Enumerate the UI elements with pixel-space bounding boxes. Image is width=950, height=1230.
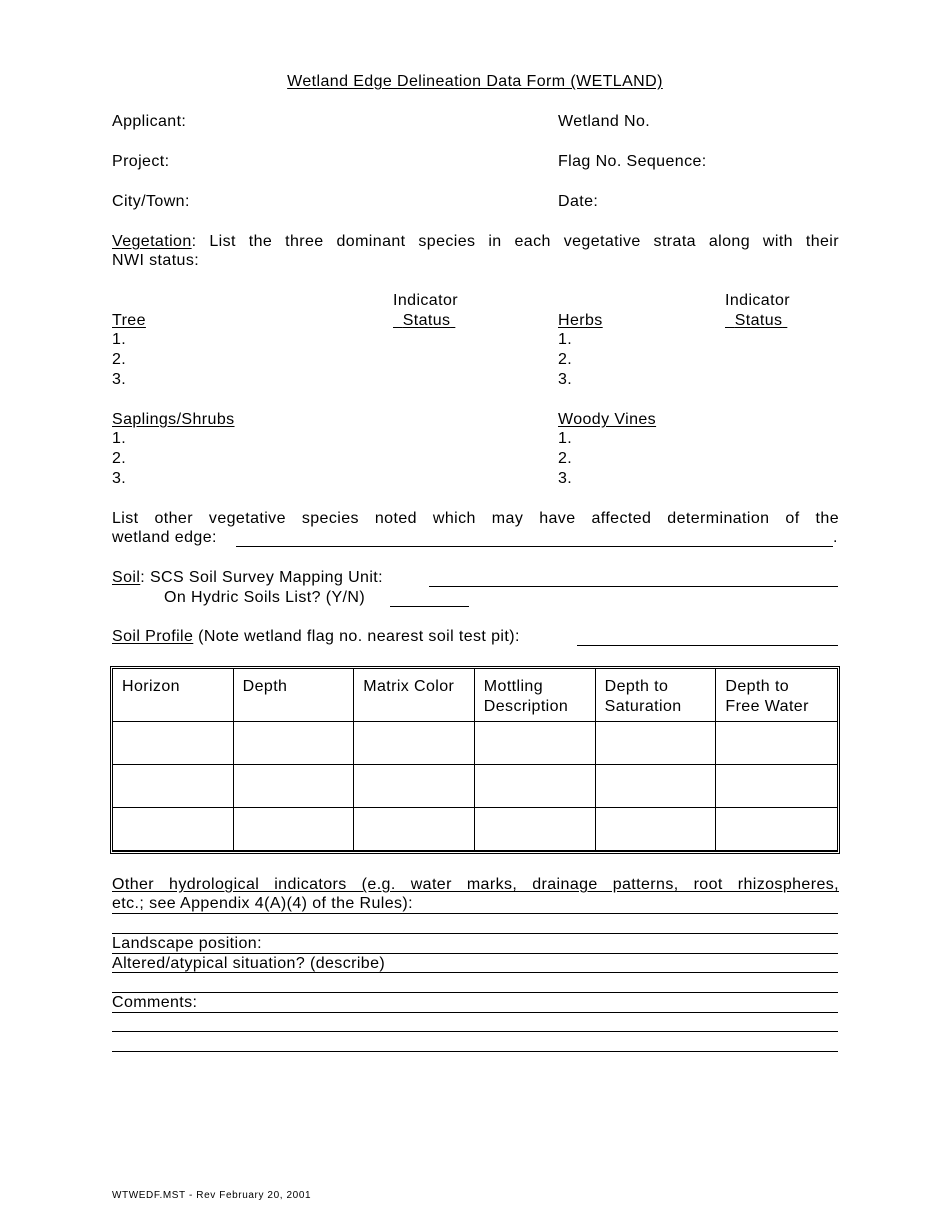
soil-profile-table	[110, 666, 840, 854]
table-cell[interactable]	[113, 722, 234, 765]
table-row	[113, 765, 837, 808]
herbs-status-header	[725, 311, 787, 331]
comments-line-1[interactable]	[112, 1012, 838, 1013]
header-matrix-color: Matrix Color	[354, 669, 475, 722]
table-cell[interactable]	[596, 808, 717, 851]
altered-line-2[interactable]	[112, 992, 838, 993]
project-label: Project:	[112, 153, 170, 170]
table-cell[interactable]	[596, 765, 717, 808]
herbs-item-3: 3.	[558, 371, 573, 388]
header-depth-free-water: Depth to Free Water	[716, 669, 837, 722]
city-town-label: City/Town:	[112, 193, 190, 210]
vegetation-instruction-line2: NWI status:	[112, 252, 200, 269]
comments-label: Comments:	[112, 994, 198, 1011]
hydrology-line2: etc.; see Appendix 4(A)(4) of the Rules):	[112, 895, 413, 912]
hydric-yn-line[interactable]	[390, 606, 469, 607]
table-cell[interactable]	[716, 808, 837, 851]
tree-status-header	[393, 311, 455, 331]
header-depth-saturation: Depth to Saturation	[596, 669, 717, 722]
soil-profile-heading: Soil Profile	[112, 628, 194, 645]
other-species-line1: List other vegetative species noted which may have affected determination of the	[112, 510, 839, 527]
vegetation-heading: Vegetation	[112, 233, 192, 250]
saplings-item-3: 3.	[112, 470, 127, 487]
tree-item-3: 3.	[112, 371, 127, 388]
hydric-soils-label: On Hydric Soils List? (Y/N)	[164, 589, 366, 606]
table-header-row	[113, 669, 837, 722]
saplings-heading: Saplings/Shrubs	[112, 411, 235, 428]
vines-item-1: 1.	[558, 430, 573, 447]
soil-test-pit-line[interactable]	[577, 645, 838, 646]
wetland-edge-period: .	[833, 529, 838, 546]
herbs-indicator-header: Indicator	[725, 292, 790, 309]
wetland-no-label: Wetland No.	[558, 113, 651, 130]
table-cell[interactable]	[716, 765, 837, 808]
table-cell[interactable]	[234, 765, 355, 808]
table-cell[interactable]	[354, 722, 475, 765]
vines-item-2: 2.	[558, 450, 573, 467]
table-cell[interactable]	[596, 722, 717, 765]
comments-line-2[interactable]	[112, 1031, 838, 1032]
header-depth: Depth	[234, 669, 355, 722]
table-cell[interactable]	[354, 765, 475, 808]
header-horizon: Horizon	[113, 669, 234, 722]
form-title: Wetland Edge Delineation Data Form (WETLAND)	[287, 73, 663, 90]
vegetation-instruction-text: : List the three dominant species in each vegetative strata along with their	[191, 233, 839, 250]
altered-line-1[interactable]	[112, 972, 838, 973]
herbs-item-2: 2.	[558, 351, 573, 368]
table-cell[interactable]	[475, 808, 596, 851]
hydrology-line-1[interactable]	[112, 913, 838, 914]
header-mottling: Mottling Description	[475, 669, 596, 722]
herbs-item-1: 1.	[558, 331, 573, 348]
soil-mapping-label: : SCS Soil Survey Mapping Unit:	[140, 569, 384, 586]
comments-line-3[interactable]	[112, 1051, 838, 1052]
table-cell[interactable]	[113, 765, 234, 808]
saplings-item-2: 2.	[112, 450, 127, 467]
landscape-position-label: Landscape position:	[112, 935, 262, 952]
tree-item-2: 2.	[112, 351, 127, 368]
herbs-heading: Herbs	[558, 312, 603, 329]
table-row	[113, 808, 837, 851]
table-cell[interactable]	[354, 808, 475, 851]
woody-vines-heading: Woody Vines	[558, 411, 657, 428]
wetland-edge-line[interactable]	[236, 546, 833, 547]
vines-item-3: 3.	[558, 470, 573, 487]
table-cell[interactable]	[234, 808, 355, 851]
soil-profile-row	[112, 627, 520, 647]
table-cell[interactable]	[113, 808, 234, 851]
wetland-edge-label: wetland edge:	[112, 529, 217, 546]
tree-status-text: Status	[402, 312, 451, 329]
table-cell[interactable]	[234, 722, 355, 765]
table-cell[interactable]	[716, 722, 837, 765]
altered-situation-label: Altered/atypical situation? (describe)	[112, 955, 386, 972]
tree-indicator-header: Indicator	[393, 292, 458, 309]
table-row	[113, 722, 837, 765]
applicant-label: Applicant:	[112, 113, 187, 130]
soil-mapping-row	[112, 568, 383, 588]
tree-heading: Tree	[112, 312, 146, 329]
soil-profile-note: (Note wetland flag no. nearest soil test pit):	[193, 628, 520, 645]
flag-sequence-label: Flag No. Sequence:	[558, 153, 707, 170]
date-label: Date:	[558, 193, 599, 210]
table-cell[interactable]	[475, 765, 596, 808]
saplings-item-1: 1.	[112, 430, 127, 447]
footer-revision: WTWEDF.MST - Rev February 20, 2001	[112, 1190, 312, 1201]
soil-heading: Soil	[112, 569, 141, 586]
tree-item-1: 1.	[112, 331, 127, 348]
table-cell[interactable]	[475, 722, 596, 765]
herbs-status-text: Status	[734, 312, 783, 329]
vegetation-instruction	[112, 232, 839, 252]
mapping-unit-line[interactable]	[429, 586, 838, 587]
hydrology-line1: Other hydrological indicators (e.g. water marks, drainage patterns, root rhizospheres,	[112, 876, 839, 893]
